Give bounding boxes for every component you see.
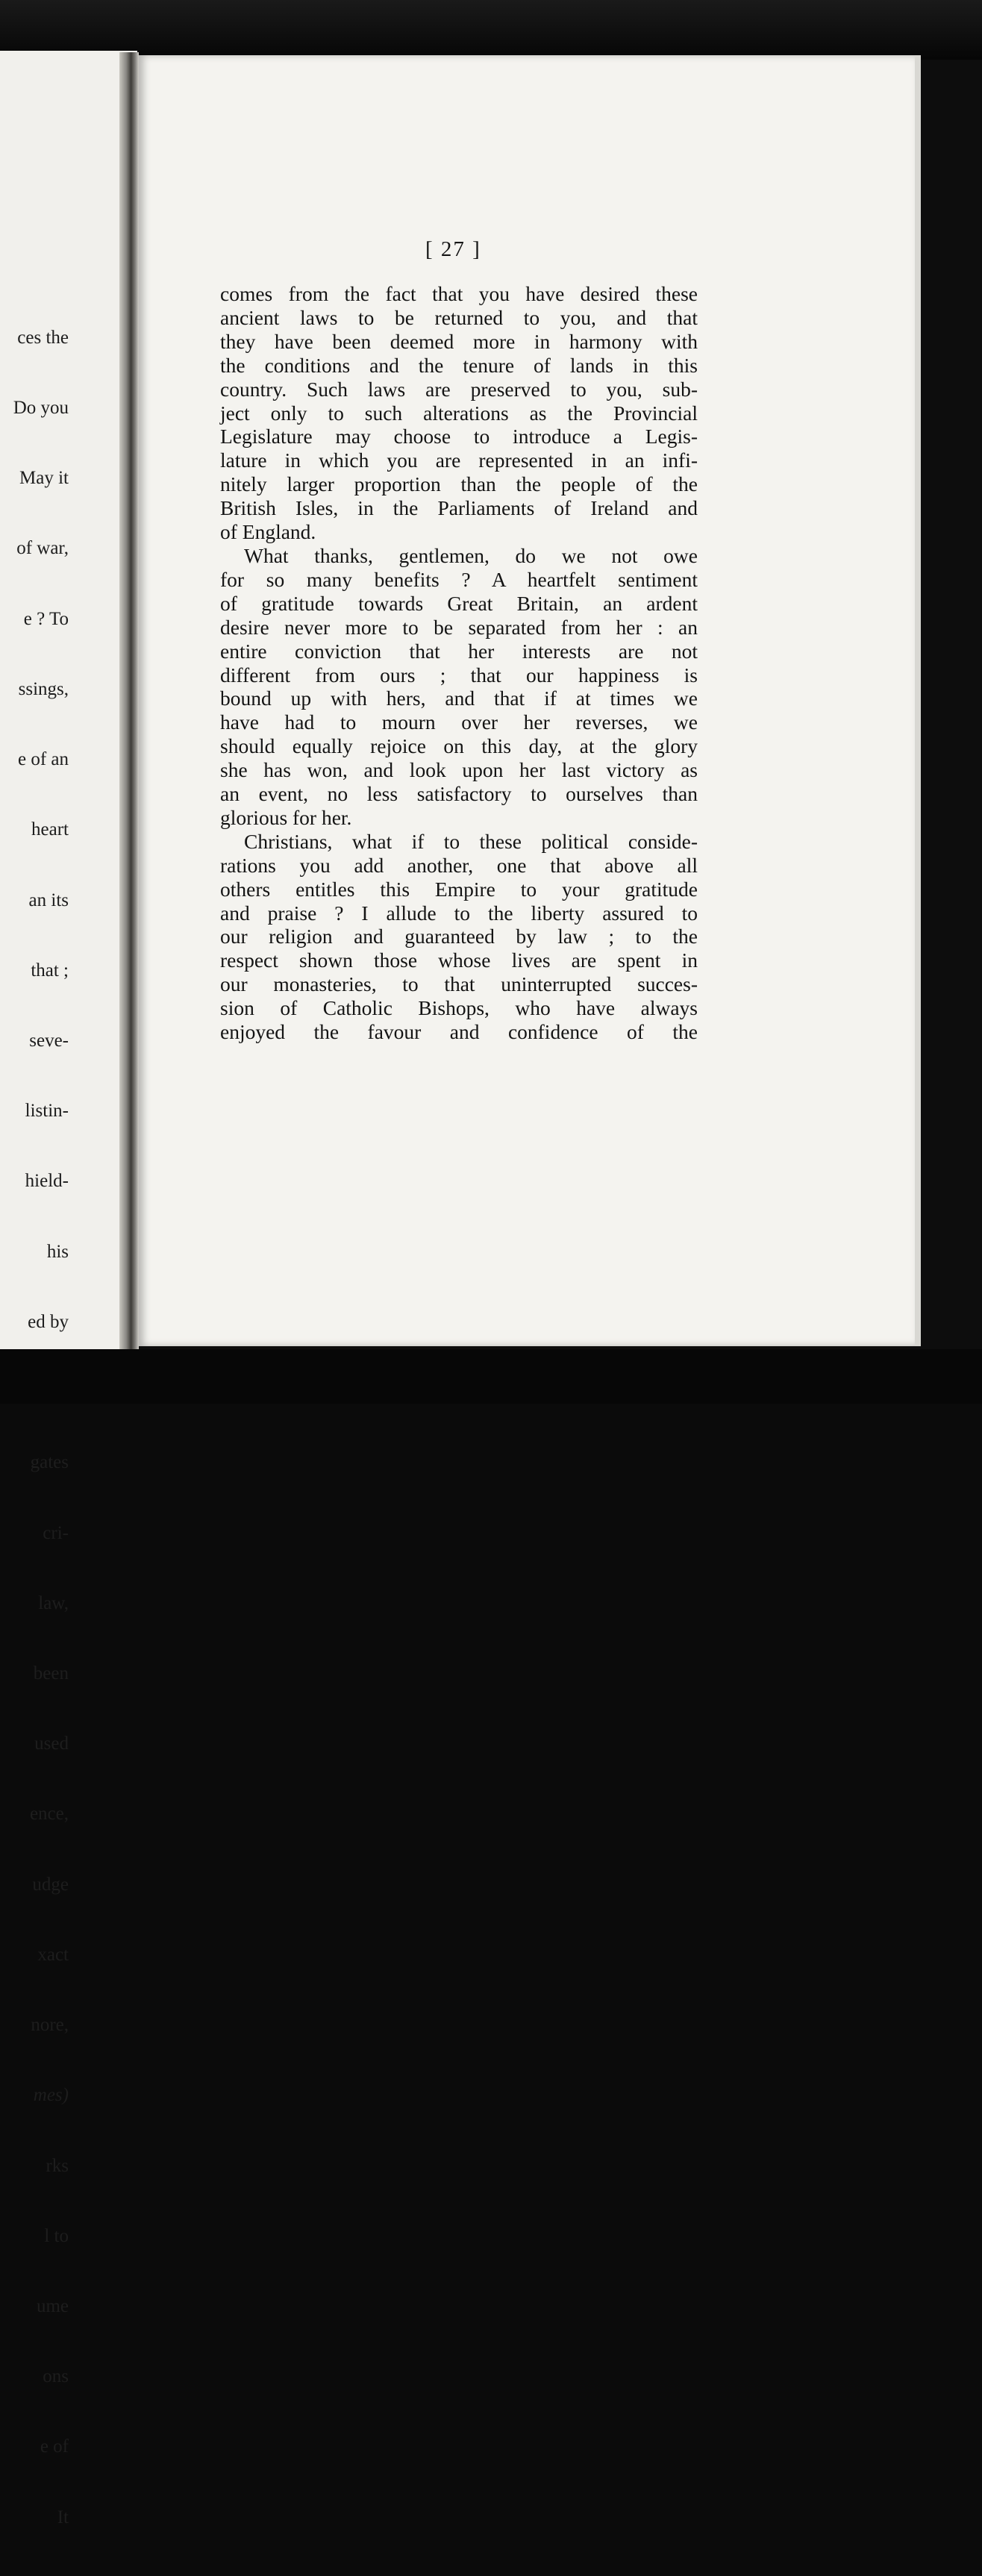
text-line: entire conviction that her interests are not bbox=[220, 639, 698, 663]
text-line: desire never more to be separated from her : an bbox=[220, 615, 698, 639]
left-line: rks bbox=[46, 2155, 69, 2176]
text-line: ject only to such alterations as the Provincial bbox=[220, 401, 698, 425]
text-line: different from ours ; that our happiness is bbox=[220, 663, 698, 687]
text-line: she has won, and look upon her last victory as bbox=[220, 758, 698, 782]
left-line: cri- bbox=[43, 1522, 69, 1543]
text-line: Christians, what if to these political conside- bbox=[244, 829, 698, 853]
left-line: nore, bbox=[31, 2015, 69, 2036]
left-line: of war, bbox=[16, 538, 69, 559]
text-line: lature in which you are represented in an infi- bbox=[220, 448, 698, 472]
text-line: enjoyed the favour and confidence of the bbox=[220, 1020, 698, 1044]
left-line: ces the bbox=[17, 327, 69, 348]
text-line: others entitles this Empire to your gratitude bbox=[220, 877, 698, 901]
left-line: It bbox=[57, 2507, 69, 2527]
left-page-text bbox=[13, 279, 69, 2576]
text-line: should equally rejoice on this day, at the glory bbox=[220, 734, 698, 758]
text-line: country. Such laws are preserved to you, sub- bbox=[220, 377, 698, 401]
text-line: British Isles, in the Parliaments of Ireland and bbox=[220, 496, 698, 520]
left-line: heart bbox=[31, 819, 69, 840]
left-line: mes) bbox=[33, 2085, 69, 2106]
left-line: e of bbox=[40, 2436, 69, 2457]
text-line: our religion and guaranteed by law ; to the bbox=[220, 925, 698, 948]
page-edge bbox=[915, 55, 921, 1346]
left-line: listin- bbox=[25, 1101, 69, 1122]
left-line: ssings, bbox=[18, 678, 69, 699]
left-line: been bbox=[33, 1663, 69, 1684]
left-line: law, bbox=[38, 1592, 69, 1613]
text-line: ancient laws to be returned to you, and that bbox=[220, 305, 698, 329]
left-line: that ; bbox=[31, 960, 69, 981]
text-line: the conditions and the tenure of lands in this bbox=[220, 353, 698, 377]
text-line: comes from the fact that you have desired these bbox=[220, 282, 698, 305]
text-line: for so many benefits ? A heartfelt sentiment bbox=[220, 567, 698, 591]
left-line: gates bbox=[30, 1452, 69, 1473]
left-line: l to bbox=[44, 2225, 69, 2246]
left-line: udge bbox=[32, 1874, 69, 1895]
scan-bottom-edge bbox=[0, 1349, 982, 1404]
text-line: have had to mourn over her reverses, we bbox=[220, 710, 698, 734]
text-line: rations you add another, one that above all bbox=[220, 853, 698, 877]
left-facing-page bbox=[0, 51, 137, 2527]
left-line: e of an bbox=[17, 749, 69, 770]
text-line: What thanks, gentlemen, do we not owe bbox=[244, 543, 698, 567]
body-text bbox=[220, 282, 698, 1044]
book-gutter bbox=[119, 52, 139, 1351]
text-line: our monasteries, to that uninterrupted succes- bbox=[220, 972, 698, 996]
left-line: Do you bbox=[13, 398, 69, 419]
text-line: sion of Catholic Bishops, who have always bbox=[220, 996, 698, 1020]
text-line: they have been deemed more in harmony with bbox=[220, 329, 698, 353]
text-line: bound up with hers, and that if at times we bbox=[220, 687, 698, 710]
left-line: e ? To bbox=[23, 608, 69, 629]
text-line: and praise ? I allude to the liberty assured to bbox=[220, 901, 698, 925]
left-line: seve- bbox=[29, 1031, 69, 1051]
left-line: May it bbox=[19, 468, 69, 489]
text-line: glorious for her. bbox=[220, 805, 352, 829]
left-line: his bbox=[46, 1241, 69, 1262]
left-line: ume bbox=[36, 2295, 69, 2316]
text-line: respect shown those whose lives are spent in bbox=[220, 948, 698, 972]
left-line: used bbox=[34, 1734, 69, 1754]
scan-top-edge bbox=[0, 0, 982, 60]
left-line: xact bbox=[37, 1944, 69, 1965]
text-line: of gratitude towards Great Britain, an ardent bbox=[220, 591, 698, 615]
text-line: nitely larger proportion than the people of the bbox=[220, 472, 698, 496]
text-line: an event, no less satisfactory to ourselves than bbox=[220, 782, 698, 806]
text-line: of England. bbox=[220, 520, 316, 544]
left-line: ed by bbox=[28, 1311, 69, 1332]
left-line: hield- bbox=[25, 1171, 69, 1192]
left-line: an its bbox=[28, 890, 69, 910]
page-number: [ 27 ] bbox=[425, 237, 481, 261]
text-line: Legislature may choose to introduce a Legis- bbox=[220, 425, 698, 448]
left-line: ence, bbox=[29, 1804, 69, 1825]
left-line: ons bbox=[43, 2366, 69, 2387]
